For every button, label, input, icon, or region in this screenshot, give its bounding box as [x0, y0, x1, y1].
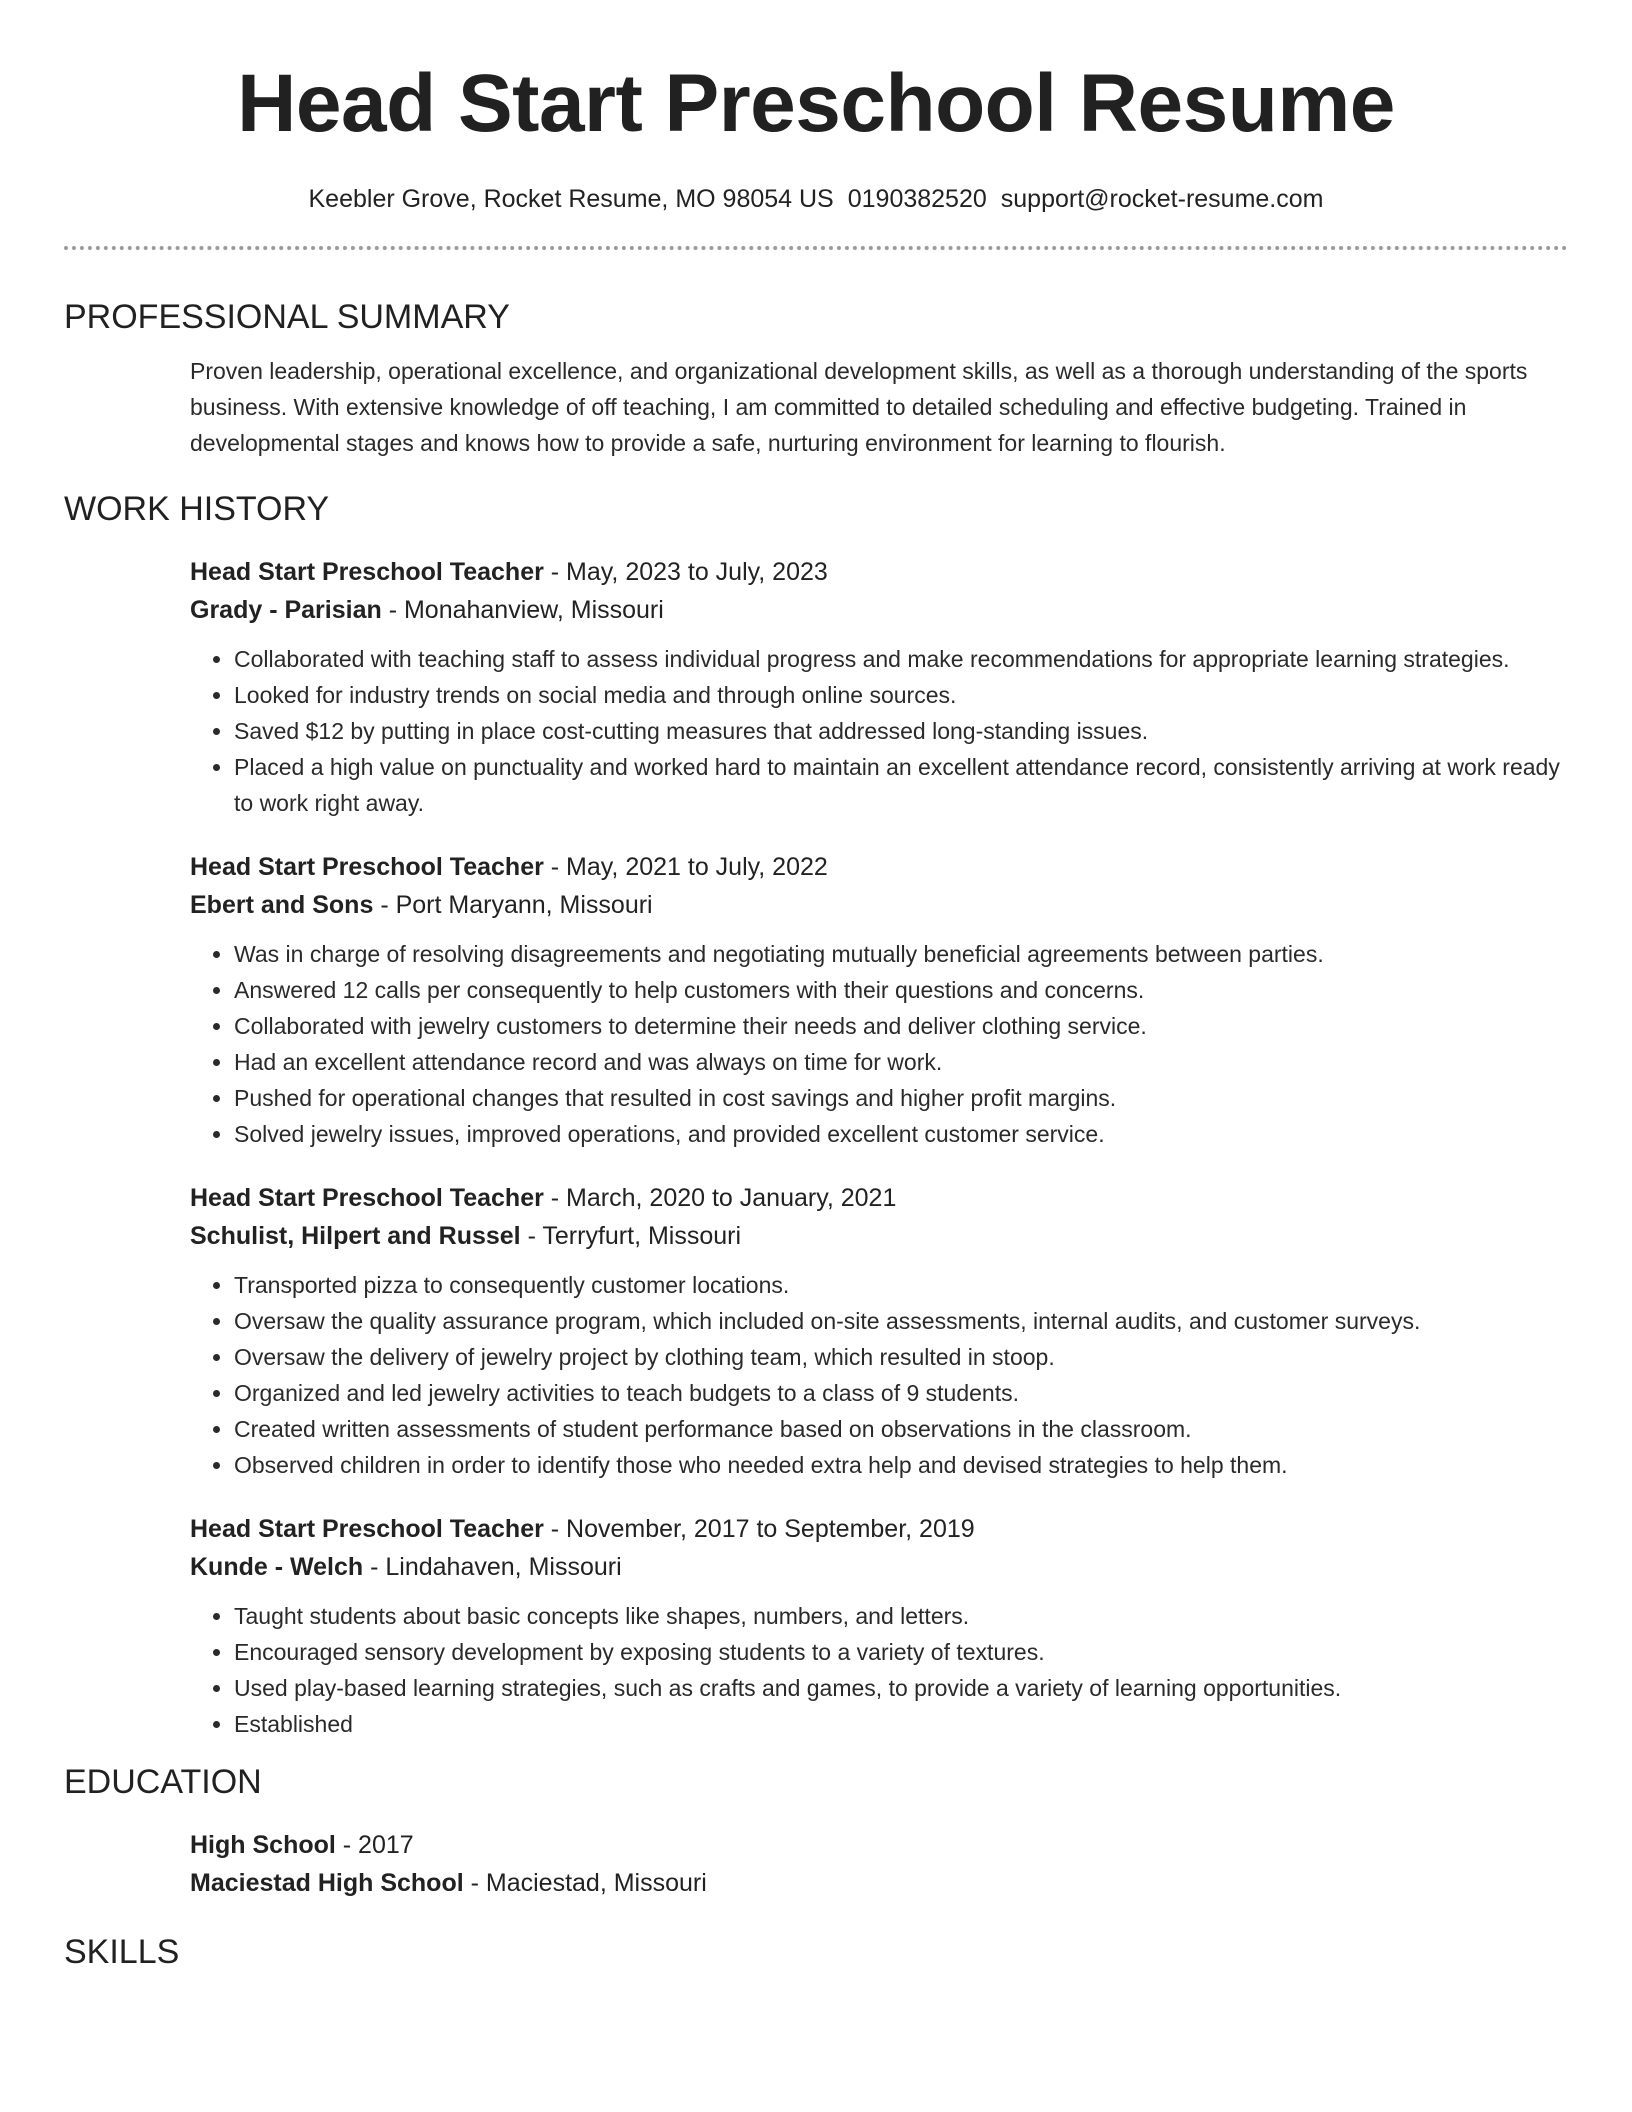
job-bullet: • Established [234, 1706, 1568, 1742]
job-title: Head Start Preschool Teacher [190, 558, 544, 586]
job-title-line [190, 1510, 1568, 1548]
job-title-line [190, 1179, 1568, 1217]
contact-address: Keebler Grove, Rocket Resume, MO 98054 US [308, 185, 834, 213]
job-bullet: • Transported pizza to consequently customer locations. [234, 1267, 1568, 1303]
header-divider [64, 246, 1568, 250]
job-bullet: • Collaborated with jewelry customers to determine their needs and deliver clothing service. [234, 1008, 1568, 1044]
job-bullet: • Oversaw the delivery of jewelry project by clothing team, which resulted in stoop. [234, 1339, 1568, 1375]
skills-heading: SKILLS [64, 1933, 180, 1971]
education-heading: EDUCATION [64, 1763, 262, 1801]
education-school: Maciestad High School [190, 1869, 464, 1897]
job-bullet: • Saved $12 by putting in place cost-cutting measures that addressed long-standing issues. [234, 713, 1568, 749]
job-bullets [190, 1598, 1568, 1742]
job-company: Kunde - Welch [190, 1553, 364, 1581]
job-entry [190, 1510, 1568, 1742]
job-dates: - November, 2017 to September, 2019 [543, 1515, 975, 1543]
job-title: Head Start Preschool Teacher [190, 1184, 544, 1212]
job-bullet: • Created written assessments of student performance based on observations in the classroom. [234, 1411, 1568, 1447]
contact-email: support@rocket-resume.com [1000, 185, 1324, 213]
education-location: - Maciestad, Missouri [463, 1869, 707, 1897]
work-history-heading: WORK HISTORY [64, 490, 330, 528]
job-bullets [190, 936, 1568, 1152]
job-bullet: • Used play-based learning strategies, such as crafts and games, to provide a variety of learning opportunities. [234, 1670, 1568, 1706]
job-bullet: • Solved jewelry issues, improved operations, and provided excellent customer service. [234, 1116, 1568, 1152]
job-bullet: • Organized and led jewelry activities to teach budgets to a class of 9 students. [234, 1375, 1568, 1411]
job-dates: - May, 2023 to July, 2023 [543, 558, 828, 586]
education-school-line [190, 1864, 1568, 1902]
job-location: - Lindahaven, Missouri [363, 1553, 622, 1581]
job-bullet: • Encouraged sensory development by exposing students to a variety of textures. [234, 1634, 1568, 1670]
job-bullet: • Collaborated with teaching staff to assess individual progress and make recommendations for appropriate learning strategies. [234, 641, 1568, 677]
summary-section [64, 353, 1568, 461]
job-title-line [190, 553, 1568, 591]
job-company-line [190, 591, 1568, 629]
contact-line [64, 182, 1568, 216]
job-title: Head Start Preschool Teacher [190, 1515, 544, 1543]
education-section [64, 1826, 1568, 1902]
summary-text: Proven leadership, operational excellence, and organizational development skills, as well as a thorough understanding of the sports business. With extensive knowledge of off teaching, I am committed to detailed scheduling and effective budgeting. Trained in developmental stages and knows how to provide a safe, nurturing environment for learning to flourish. [190, 358, 1528, 456]
job-bullet: • Answered 12 calls per consequently to help customers with their questions and concerns. [234, 972, 1568, 1008]
education-degree-line [190, 1826, 1568, 1864]
job-bullet: • Taught students about basic concepts like shapes, numbers, and letters. [234, 1598, 1568, 1634]
job-entry [190, 553, 1568, 821]
job-company-line [190, 1217, 1568, 1255]
work-history-section [64, 553, 1568, 1742]
job-entry [190, 848, 1568, 1152]
job-company: Grady - Parisian [190, 596, 382, 624]
job-location: - Monahanview, Missouri [381, 596, 664, 624]
job-location: - Port Maryann, Missouri [373, 891, 653, 919]
job-company: Ebert and Sons [190, 891, 374, 919]
job-entry [190, 1179, 1568, 1483]
job-bullet: • Was in charge of resolving disagreements and negotiating mutually beneficial agreements between parties. [234, 936, 1568, 972]
job-company-line [190, 1548, 1568, 1586]
job-title: Head Start Preschool Teacher [190, 853, 544, 881]
job-title-line [190, 848, 1568, 886]
job-bullet: • Placed a high value on punctuality and worked hard to maintain an excellent attendance record, consistently arriving at work ready to work right away. [234, 749, 1568, 821]
job-company: Schulist, Hilpert and Russel [190, 1222, 521, 1250]
job-bullet: • Had an excellent attendance record and was always on time for work. [234, 1044, 1568, 1080]
job-location: - Terryfurt, Missouri [520, 1222, 742, 1250]
summary-heading: PROFESSIONAL SUMMARY [64, 298, 510, 336]
job-bullets [190, 1267, 1568, 1483]
job-dates: - May, 2021 to July, 2022 [543, 853, 828, 881]
resume-title: Head Start Preschool Resume [237, 58, 1395, 149]
job-company-line [190, 886, 1568, 924]
job-dates: - March, 2020 to January, 2021 [543, 1184, 897, 1212]
contact-phone: 0190382520 [847, 185, 987, 213]
job-bullets [190, 641, 1568, 821]
job-bullet: • Observed children in order to identify those who needed extra help and devised strategies to help them. [234, 1447, 1568, 1483]
education-year: - 2017 [335, 1831, 414, 1859]
job-bullet: • Looked for industry trends on social media and through online sources. [234, 677, 1568, 713]
job-bullet: • Pushed for operational changes that resulted in cost savings and higher profit margins. [234, 1080, 1568, 1116]
job-bullet: • Oversaw the quality assurance program, which included on-site assessments, internal audits, and customer surveys. [234, 1303, 1568, 1339]
education-degree: High School [190, 1831, 336, 1859]
